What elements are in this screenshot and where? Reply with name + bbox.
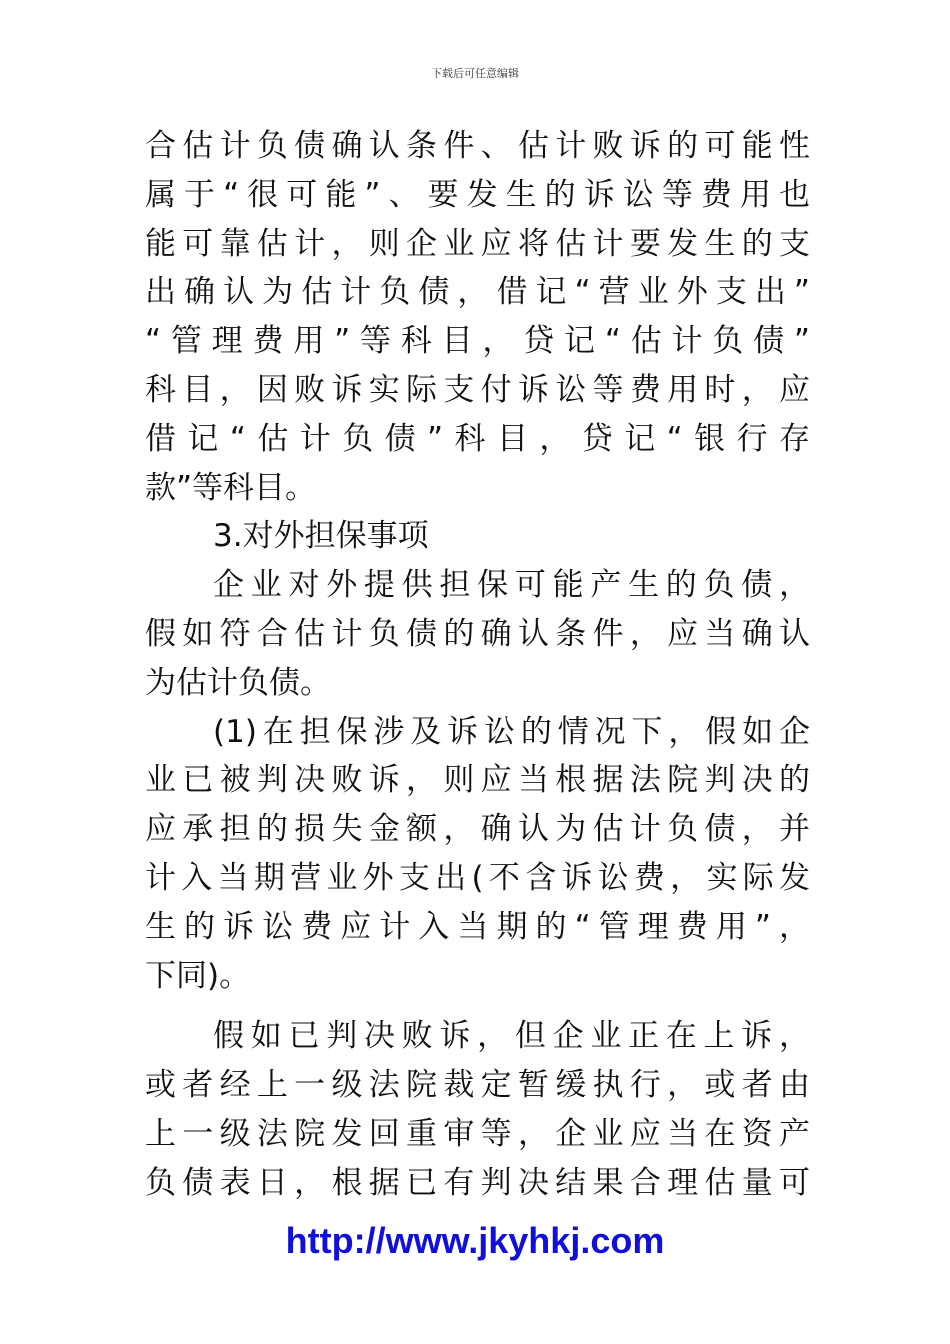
text-line: 假如符合估计负债的确认条件，应当确认 [145,615,810,652]
text-line: 为估计负债。 [145,664,331,701]
document-body [145,122,810,1208]
paragraph-guarantee-item-1 [145,708,810,1001]
text-line: 能可靠估计，则企业应将估计要发生的支 [145,225,810,262]
text-line: 出确认为估计负债，借记“营业外支出” [145,274,810,311]
paragraph-guarantee-intro [145,561,810,707]
text-line: 借记“估计负债”科目，贷记“银行存 [145,420,810,457]
section-heading-guarantee [145,512,810,561]
text-line: 属于“很可能”、要发生的诉讼等费用也 [145,176,810,213]
text-line: 负债表日，根据已有判决结果合理估量可 [145,1164,810,1201]
text-line: “管理费用”等科目，贷记“估计负债” [145,323,810,360]
text-line: 款”等科目。 [145,469,317,506]
paragraph-litigation-liability [145,122,810,512]
text-line: 生的诉讼费应计入当期的“管理费用”， [145,908,810,945]
text-line: 业已被判决败诉，则应当根据法院判决的 [145,762,810,799]
text-line: 合估计负债确认条件、估计败诉的可能性 [145,128,810,164]
text-line: 假如已判决败诉，但企业正在上诉， [213,1018,810,1055]
text-line: 上一级法院发回重审等，企业应当在资产 [145,1115,810,1152]
paragraph-spacer [145,1000,810,1012]
website-link[interactable]: http://www.jkyhkj.com [285,1220,665,1261]
text-line: 下同)。 [145,957,251,994]
paragraph-appeal-case [145,1012,810,1207]
text-line: 或者经上一级法院裁定暂缓执行，或者由 [145,1067,810,1104]
text-line: 科目，因败诉实际支付诉讼等费用时，应 [145,371,810,408]
text-line: 计入当期营业外支出(不含诉讼费，实际发 [145,859,810,896]
text-line: (1)在担保涉及诉讼的情况下，假如企 [213,713,810,750]
text-line: 企业对外提供担保可能产生的负债， [213,567,810,604]
section-heading: 3.对外担保事项 [213,518,429,555]
page-header-note: 下载后可任意编辑 [431,67,519,80]
text-line: 应承担的损失金额，确认为估计负债，并 [145,811,810,848]
